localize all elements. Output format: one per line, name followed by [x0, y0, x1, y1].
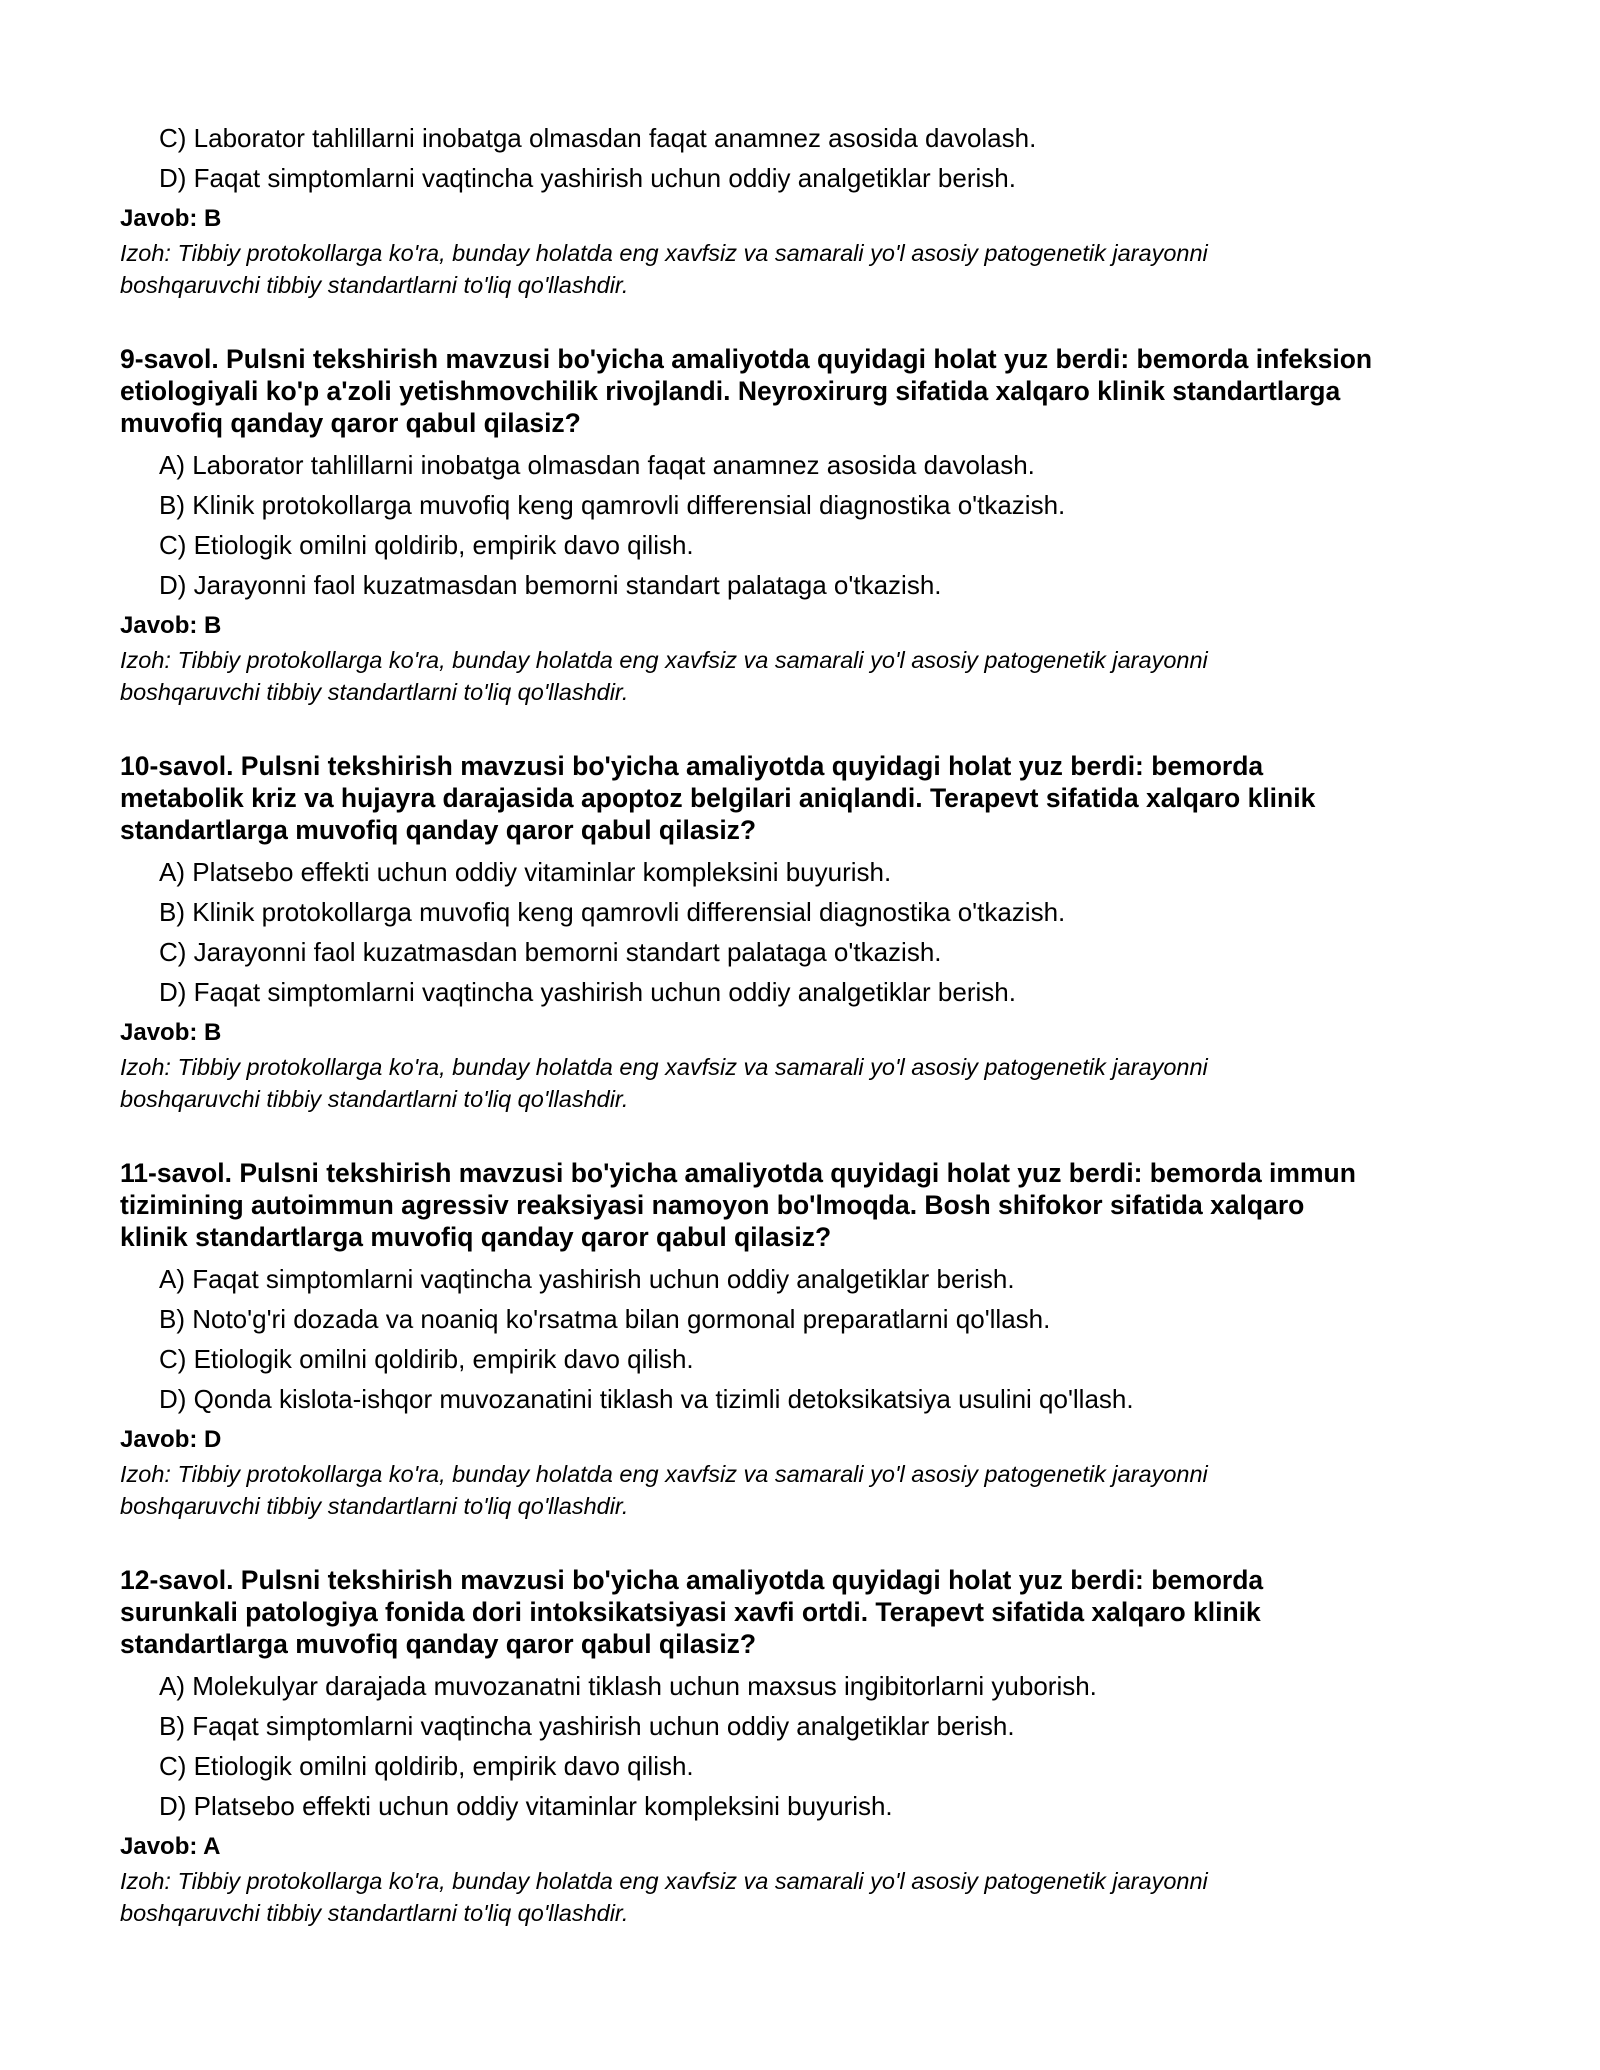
question-12 — [120, 1564, 1520, 1929]
question-text — [120, 1157, 1520, 1253]
note-line: boshqaruvchi tibbiy standartlarni to'liq qo'llashdir. — [120, 1493, 629, 1519]
explanation-note — [120, 1458, 1520, 1522]
question-text — [120, 343, 1520, 439]
option-a: A) Faqat simptomlarni vaqtincha yashirish uchun oddiy analgetiklar berish. — [159, 1264, 1015, 1294]
option-b: B) Noto'g'ri dozada va noaniq ko'rsatma bilan gormonal preparatlarni qo'llash. — [159, 1304, 1051, 1334]
option-c: C) Laborator tahlillarni inobatga olmasdan faqat anamnez asosida davolash. — [159, 123, 1037, 153]
question-line: surunkali patologiya fonida dori intoksikatsiyasi xavfi ortdi. Terapevt sifatida xalqaro klinik — [120, 1597, 1261, 1627]
note-line: Izoh: Tibbiy protokollarga ko'ra, bunday holatda eng xavfsiz va samarali yo'l asosiy patogenetik jarayonni — [120, 1868, 1208, 1894]
note-line: boshqaruvchi tibbiy standartlarni to'liq qo'llashdir. — [120, 1086, 629, 1112]
option-b: B) Faqat simptomlarni vaqtincha yashirish uchun oddiy analgetiklar berish. — [159, 1711, 1015, 1741]
option-d: D) Faqat simptomlarni vaqtincha yashirish uchun oddiy analgetiklar berish. — [159, 163, 1016, 193]
note-line: boshqaruvchi tibbiy standartlarni to'liq qo'llashdir. — [120, 679, 629, 705]
question-line: 9-savol. Pulsni tekshirish mavzusi bo'yicha amaliyotda quyidagi holat yuz berdi: bemorda infeksion — [120, 344, 1373, 374]
option-d: D) Faqat simptomlarni vaqtincha yashirish uchun oddiy analgetiklar berish. — [159, 977, 1016, 1007]
note-line: Izoh: Tibbiy protokollarga ko'ra, bunday holatda eng xavfsiz va samarali yo'l asosiy patogenetik jarayonni — [120, 647, 1208, 673]
option-c: C) Jarayonni faol kuzatmasdan bemorni standart palataga o'tkazish. — [159, 937, 942, 967]
question-11 — [120, 1157, 1520, 1522]
answer-label: Javob: B — [120, 205, 222, 232]
question-line: klinik standartlarga muvofiq qanday qaror qabul qilasiz? — [120, 1222, 832, 1252]
answer-label: Javob: B — [120, 612, 222, 639]
note-line: boshqaruvchi tibbiy standartlarni to'liq qo'llashdir. — [120, 1900, 629, 1926]
options-list — [120, 1666, 1520, 1826]
option-d: D) Jarayonni faol kuzatmasdan bemorni standart palataga o'tkazish. — [159, 570, 942, 600]
option-a: A) Molekulyar darajada muvozanatni tiklash uchun maxsus ingibitorlarni yuborish. — [159, 1671, 1097, 1701]
option-a: A) Laborator tahlillarni inobatga olmasdan faqat anamnez asosida davolash. — [159, 450, 1035, 480]
explanation-note — [120, 644, 1520, 708]
note-line: Izoh: Tibbiy protokollarga ko'ra, bunday holatda eng xavfsiz va samarali yo'l asosiy patogenetik jarayonni — [120, 1461, 1208, 1487]
options-list — [120, 1259, 1520, 1419]
option-d: D) Platsebo effekti uchun oddiy vitaminlar kompleksini buyurish. — [159, 1791, 893, 1821]
options-list — [120, 445, 1520, 605]
question-text — [120, 750, 1520, 846]
option-a: A) Platsebo effekti uchun oddiy vitaminlar kompleksini buyurish. — [159, 857, 892, 887]
explanation-note — [120, 1051, 1520, 1115]
option-c: C) Etiologik omilni qoldirib, empirik davo qilish. — [159, 530, 694, 560]
option-b: B) Klinik protokollarga muvofiq keng qamrovli differensial diagnostika o'tkazish. — [159, 490, 1066, 520]
explanation-note — [120, 1865, 1520, 1929]
question-10 — [120, 750, 1520, 1115]
option-c: C) Etiologik omilni qoldirib, empirik davo qilish. — [159, 1344, 694, 1374]
note-line: Izoh: Tibbiy protokollarga ko'ra, bunday holatda eng xavfsiz va samarali yo'l asosiy patogenetik jarayonni — [120, 240, 1208, 266]
question-8-continuation — [120, 118, 1520, 301]
note-line: boshqaruvchi tibbiy standartlarni to'liq qo'llashdir. — [120, 272, 629, 298]
question-line: 10-savol. Pulsni tekshirish mavzusi bo'yicha amaliyotda quyidagi holat yuz berdi: bemorda — [120, 751, 1264, 781]
question-line: standartlarga muvofiq qanday qaror qabul qilasiz? — [120, 1629, 757, 1659]
question-text — [120, 1564, 1520, 1660]
question-line: metabolik kriz va hujayra darajasida apoptoz belgilari aniqlandi. Terapevt sifatida xalqaro klinik — [120, 783, 1316, 813]
question-line: tizimining autoimmun agressiv reaksiyasi namoyon bo'lmoqda. Bosh shifokor sifatida xalqaro — [120, 1190, 1305, 1220]
question-line: muvofiq qanday qaror qabul qilasiz? — [120, 408, 581, 438]
explanation-note — [120, 237, 1520, 301]
options-list — [120, 852, 1520, 1012]
answer-label: Javob: A — [120, 1833, 221, 1860]
question-line: etiologiyali ko'p a'zoli yetishmovchilik rivojlandi. Neyroxirurg sifatida xalqaro klinik standartlarga — [120, 376, 1341, 406]
option-c: C) Etiologik omilni qoldirib, empirik davo qilish. — [159, 1751, 694, 1781]
option-b: B) Klinik protokollarga muvofiq keng qamrovli differensial diagnostika o'tkazish. — [159, 897, 1066, 927]
question-line: standartlarga muvofiq qanday qaror qabul qilasiz? — [120, 815, 757, 845]
question-line: 11-savol. Pulsni tekshirish mavzusi bo'yicha amaliyotda quyidagi holat yuz berdi: bemorda immun — [120, 1158, 1356, 1188]
question-line: 12-savol. Pulsni tekshirish mavzusi bo'yicha amaliyotda quyidagi holat yuz berdi: bemorda — [120, 1565, 1264, 1595]
answer-label: Javob: B — [120, 1019, 222, 1046]
note-line: Izoh: Tibbiy protokollarga ko'ra, bunday holatda eng xavfsiz va samarali yo'l asosiy patogenetik jarayonni — [120, 1054, 1208, 1080]
question-9 — [120, 343, 1520, 708]
answer-label: Javob: D — [120, 1426, 222, 1453]
option-d: D) Qonda kislota-ishqor muvozanatini tiklash va tizimli detoksikatsiya usulini qo'llash. — [159, 1384, 1134, 1414]
document-page — [120, 118, 1520, 1929]
